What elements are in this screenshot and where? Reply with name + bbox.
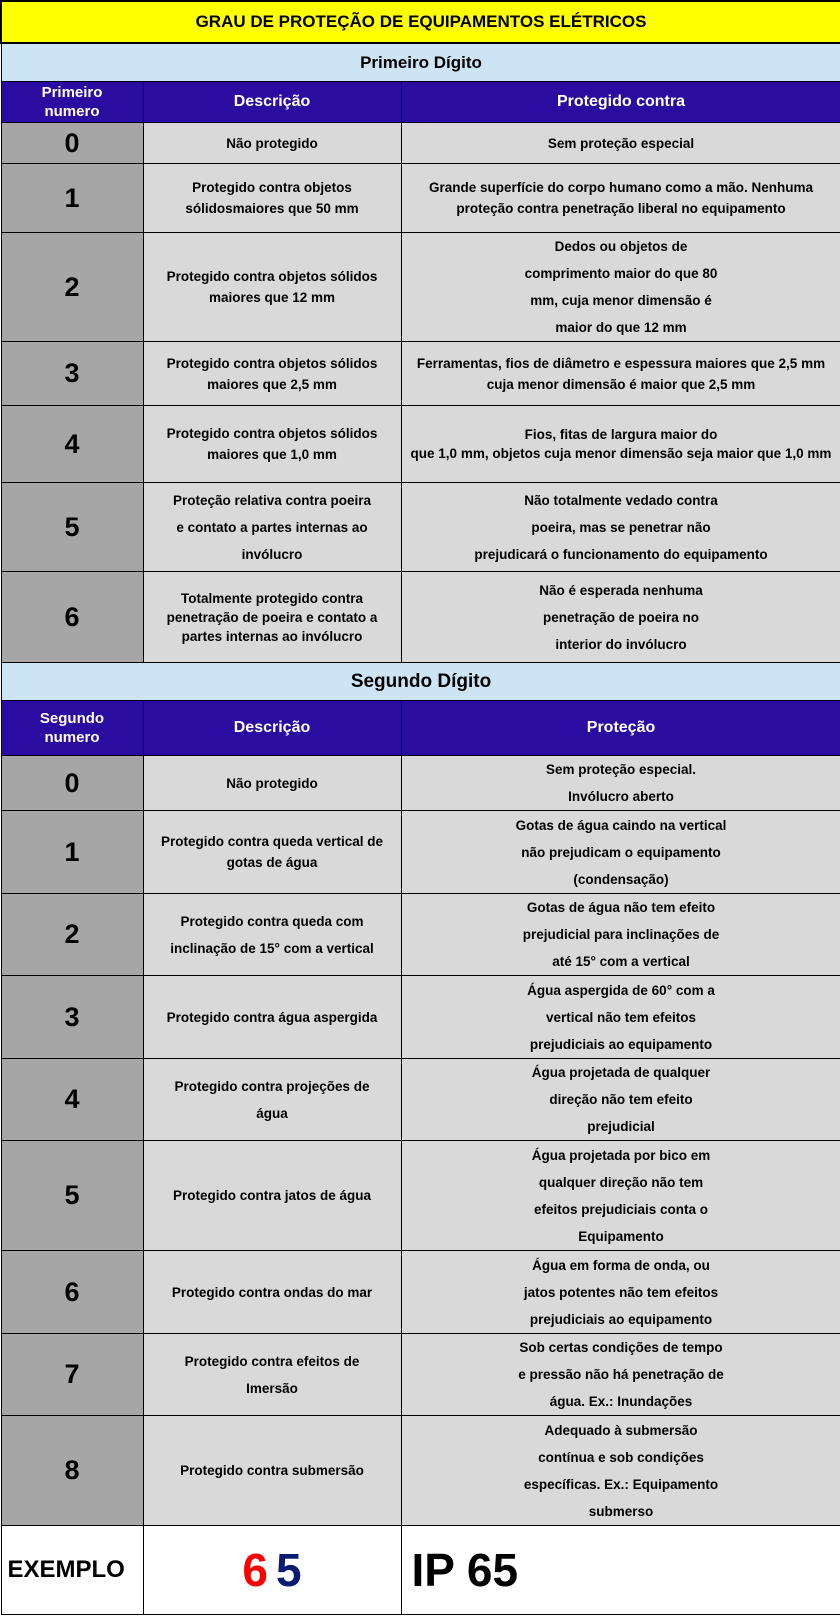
table-row	[1, 1251, 840, 1334]
description-cell: Protegido contra objetos sólidos maiores que 2,5 mm	[143, 342, 401, 406]
digit-cell: 6	[1, 1251, 143, 1334]
description-cell: Protegido contra submersão	[143, 1416, 401, 1526]
table-row	[1, 123, 840, 164]
protection-cell: Adequado à submersão contínua e sob condições específicas. Ex.: Equipamento submerso	[401, 1416, 840, 1526]
protection-cell: Água em forma de onda, ou jatos potentes não tem efeitos prejudiciais ao equipamento	[401, 1251, 840, 1334]
header-second-number	[1, 701, 143, 756]
protection-cell: Gotas de água caindo na vertical não prejudicam o equipamento (condensação)	[401, 811, 840, 894]
digit-cell: 2	[1, 233, 143, 342]
header-number-line2: numero	[44, 729, 100, 746]
header-description: Descrição	[143, 701, 401, 756]
protection-cell: Ferramentas, fios de diâmetro e espessura maiores que 2,5 mm cuja menor dimensão é maior que 2,5 mm	[401, 342, 840, 406]
description-cell: Não protegido	[143, 123, 401, 164]
digit-cell: 7	[1, 1334, 143, 1416]
example-ip-code: IP 65	[401, 1526, 840, 1615]
first-digit-rows	[1, 123, 840, 663]
table-row	[1, 976, 840, 1059]
protection-cell: Não totalmente vedado contra poeira, mas se penetrar não prejudicará o funcionamento do equipamento	[401, 483, 840, 572]
digit-cell: 3	[1, 342, 143, 406]
digit-cell: 1	[1, 164, 143, 233]
description-cell: Protegido contra água aspergida	[143, 976, 401, 1059]
description-cell: Protegido contra objetos sólidos maiores que 12 mm	[143, 233, 401, 342]
digit-cell: 8	[1, 1416, 143, 1526]
example-first-digit: 6	[242, 1544, 268, 1596]
table-row	[1, 1334, 840, 1416]
protection-cell: Dedos ou objetos de comprimento maior do que 80 mm, cuja menor dimensão é maior do que 12 mm	[401, 233, 840, 342]
table-row	[1, 1141, 840, 1251]
protection-cell: Água projetada por bico em qualquer direção não tem efeitos prejudiciais conta o Equipamento	[401, 1141, 840, 1251]
description-cell: Protegido contra efeitos de Imersão	[143, 1334, 401, 1416]
description-cell: Totalmente protegido contra penetração de poeira e contato a partes internas ao invólucro	[143, 572, 401, 663]
header-row-first-digit	[1, 82, 840, 123]
section-title-second-digit: Segundo Dígito	[1, 663, 840, 701]
example-row	[1, 1526, 840, 1615]
header-number-line2: numero	[44, 103, 100, 120]
header-protection: Proteção	[401, 701, 840, 756]
digit-cell: 4	[1, 406, 143, 483]
digit-cell: 4	[1, 1059, 143, 1141]
table-row	[1, 1059, 840, 1141]
description-cell: Protegido contra projeções de água	[143, 1059, 401, 1141]
table-row	[1, 811, 840, 894]
header-row-second-digit	[1, 701, 840, 756]
table-row	[1, 1416, 840, 1526]
table-row	[1, 894, 840, 976]
digit-cell: 0	[1, 123, 143, 164]
second-digit-rows	[1, 756, 840, 1526]
description-cell: Protegido contra queda vertical de gotas de água	[143, 811, 401, 894]
header-description: Descrição	[143, 82, 401, 123]
table-row	[1, 233, 840, 342]
example-digits	[143, 1526, 401, 1615]
digit-cell: 5	[1, 1141, 143, 1251]
protection-cell: Sem proteção especial	[401, 123, 840, 164]
example-label: EXEMPLO	[1, 1526, 143, 1615]
digit-cell: 2	[1, 894, 143, 976]
table-row	[1, 342, 840, 406]
header-first-number	[1, 82, 143, 123]
protection-cell: Fios, fitas de largura maior do que 1,0 mm, objetos cuja menor dimensão seja maior que 1,0 mm	[401, 406, 840, 483]
table-row	[1, 483, 840, 572]
protection-cell: Não é esperada nenhuma penetração de poeira no interior do invólucro	[401, 572, 840, 663]
description-cell: Protegido contra ondas do mar	[143, 1251, 401, 1334]
protection-cell: Grande superfície do corpo humano como a mão. Nenhuma proteção contra penetração liberal no equipamento	[401, 164, 840, 233]
digit-cell: 1	[1, 811, 143, 894]
description-cell: Protegido contra objetos sólidos maiores que 1,0 mm	[143, 406, 401, 483]
protection-cell: Gotas de água não tem efeito prejudicial para inclinações de até 15° com a vertical	[401, 894, 840, 976]
description-cell: Protegido contra jatos de água	[143, 1141, 401, 1251]
table-row	[1, 756, 840, 811]
digit-cell: 0	[1, 756, 143, 811]
description-cell: Protegido contra queda com inclinação de 15° com a vertical	[143, 894, 401, 976]
digit-cell: 6	[1, 572, 143, 663]
example-second-digit: 5	[276, 1544, 302, 1596]
table-row	[1, 572, 840, 663]
table-row	[1, 406, 840, 483]
digit-cell: 3	[1, 976, 143, 1059]
protection-cell: Sob certas condições de tempo e pressão não há penetração de água. Ex.: Inundações	[401, 1334, 840, 1416]
protection-cell: Água projetada de qualquer direção não tem efeito prejudicial	[401, 1059, 840, 1141]
section-title-first-digit: Primeiro Dígito	[1, 43, 840, 82]
description-cell: Não protegido	[143, 756, 401, 811]
table-title: GRAU DE PROTEÇÃO DE EQUIPAMENTOS ELÉTRICOS	[1, 1, 840, 43]
table-row	[1, 164, 840, 233]
description-cell: Protegido contra objetos sólidosmaiores que 50 mm	[143, 164, 401, 233]
header-number-line1: Segundo	[39, 710, 105, 727]
protection-cell: Água aspergida de 60° com a vertical não tem efeitos prejudiciais ao equipamento	[401, 976, 840, 1059]
header-protected-against: Protegido contra	[401, 82, 840, 123]
protection-cell: Sem proteção especial. Invólucro aberto	[401, 756, 840, 811]
digit-cell: 5	[1, 483, 143, 572]
header-number-line1: Primeiro	[41, 84, 103, 101]
description-cell: Proteção relativa contra poeira e contato a partes internas ao invólucro	[143, 483, 401, 572]
